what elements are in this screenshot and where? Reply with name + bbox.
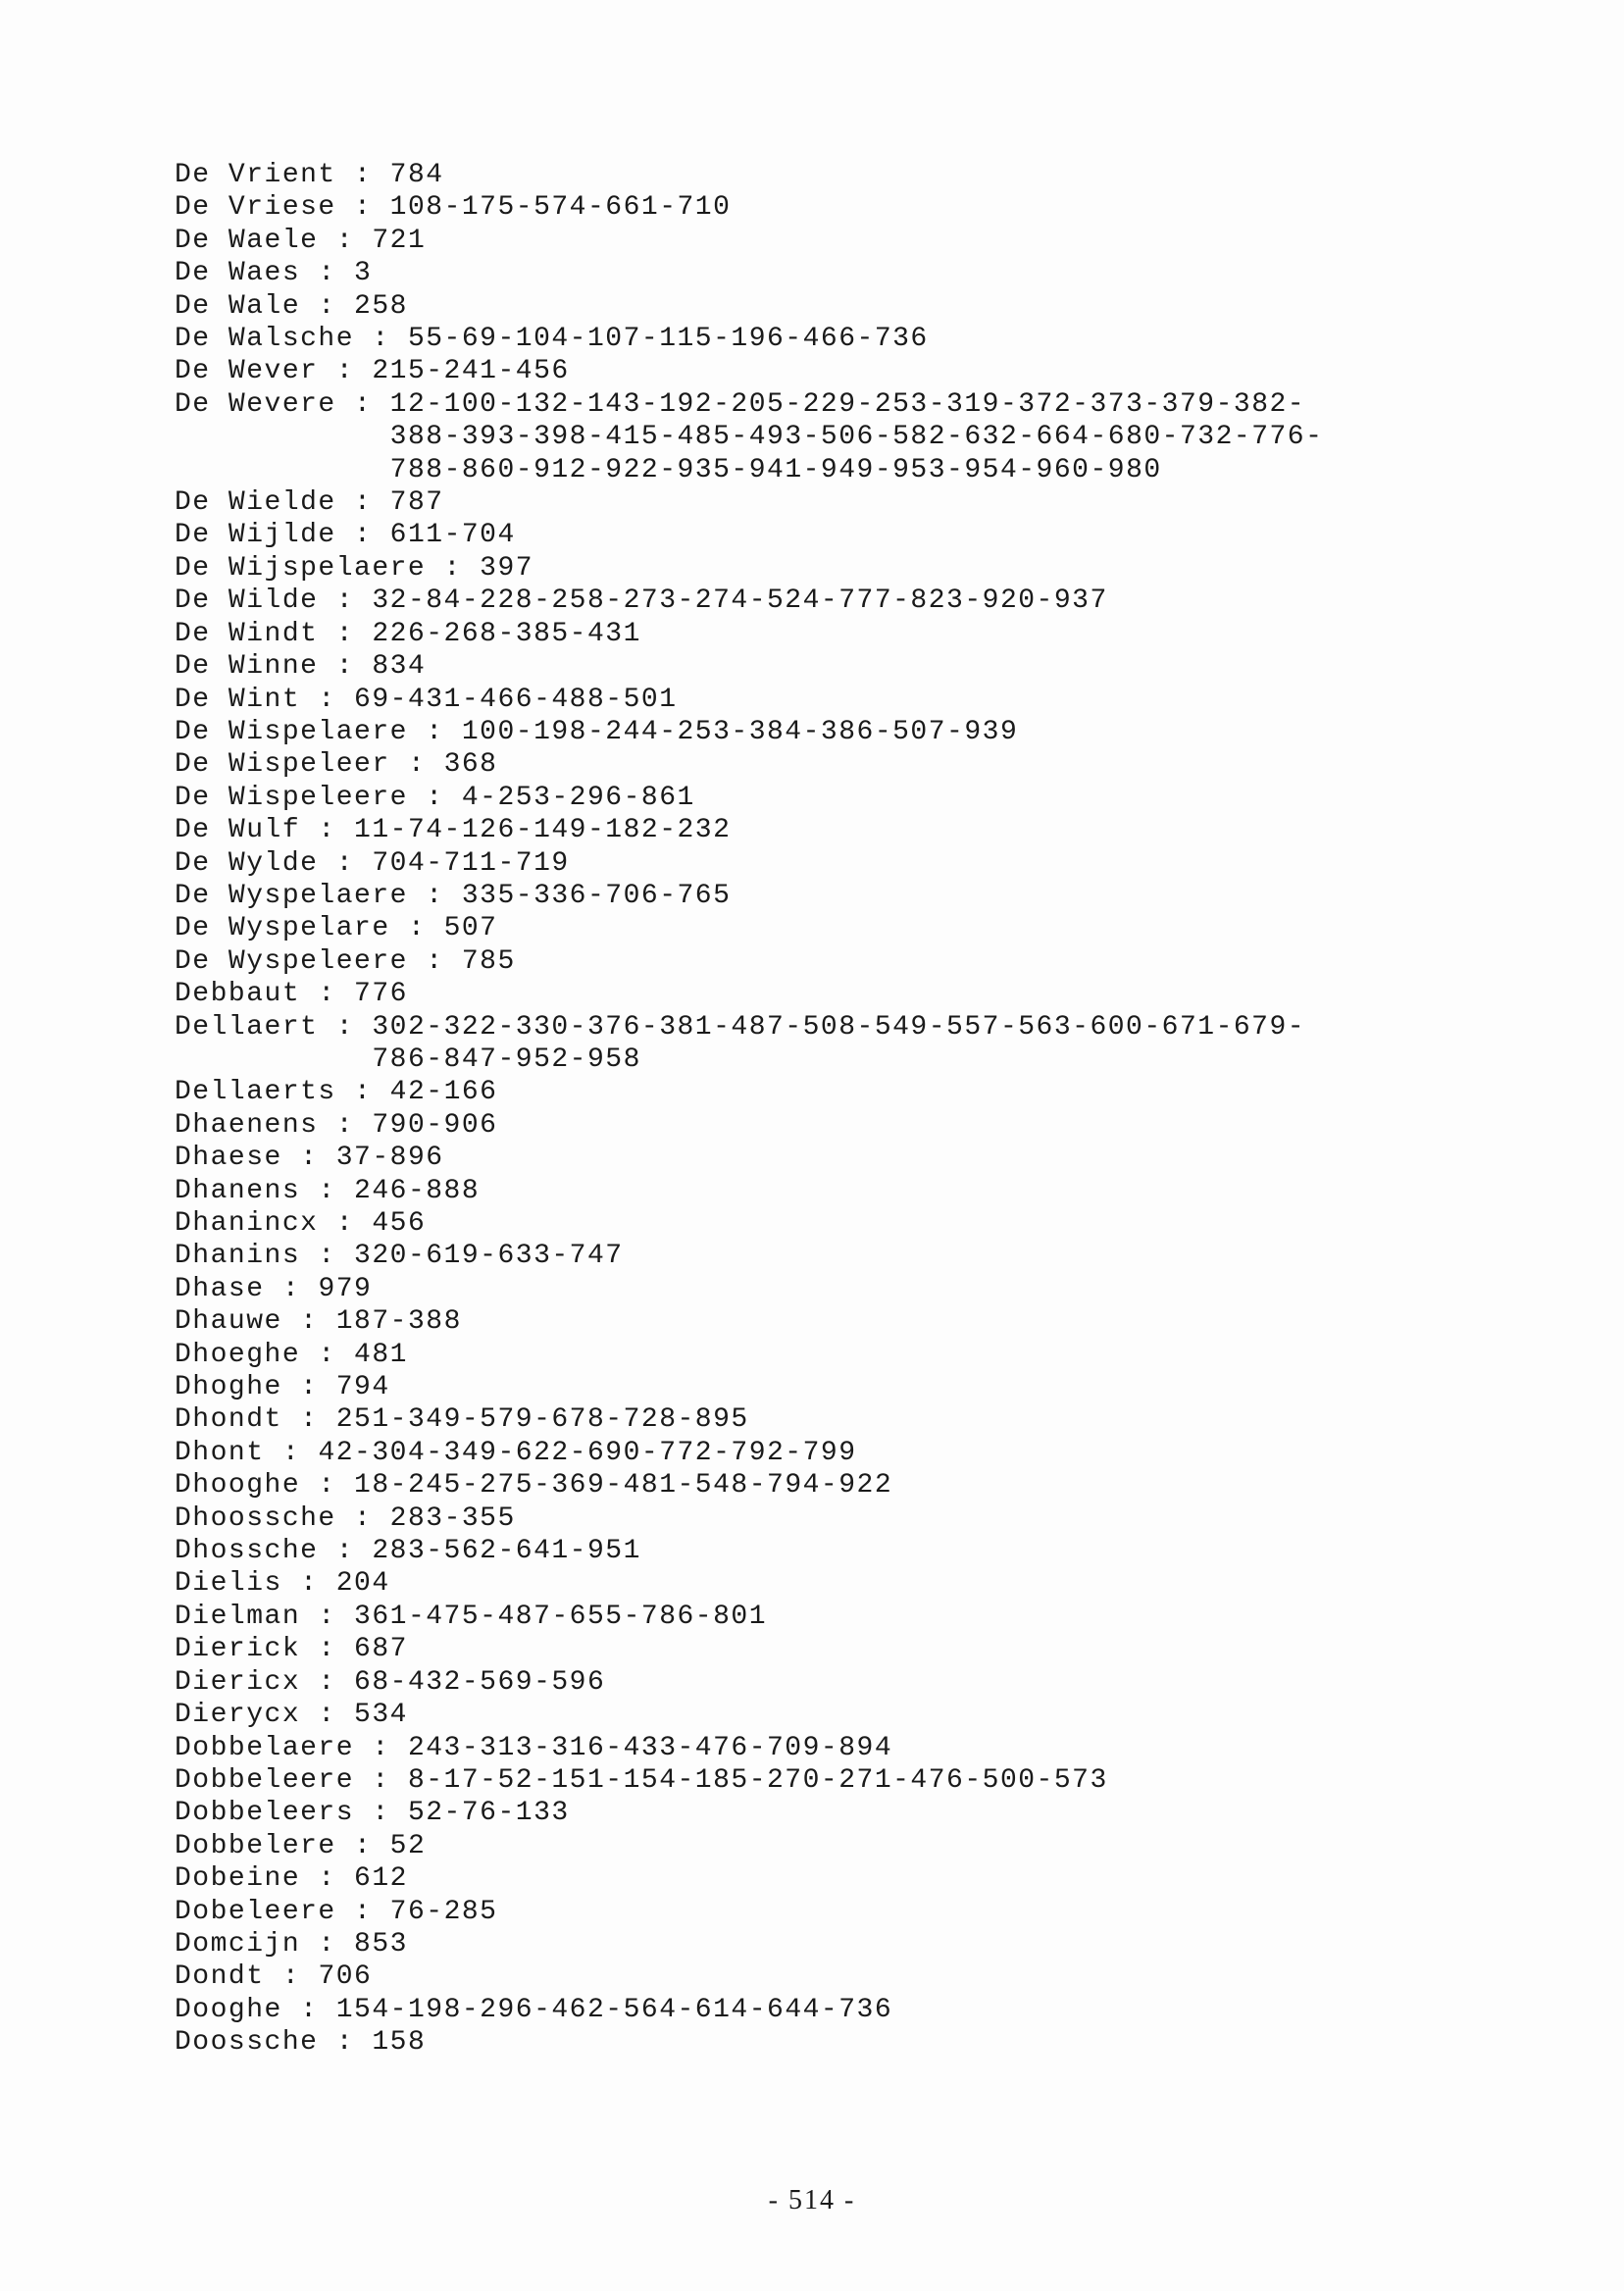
index-entry [175,1109,1449,1142]
entry-separator: : [335,487,390,519]
entry-page-refs [354,1666,605,1699]
index-entry [175,1403,1449,1436]
index-entry [175,1830,1449,1862]
entry-surname: Dhondt [175,1404,282,1436]
entry-surname: Dobeleere [175,1896,336,1927]
index-entry [175,1633,1449,1665]
entry-surname: De Wylde [175,847,319,879]
entry-separator: : [335,160,390,190]
entry-surname: De Wyspelaere [175,880,408,911]
page-refs-line: 388-393-398-415-485-493-506-582-632-664-680-732-776- [389,422,1324,453]
entry-separator: : [300,1666,355,1698]
entry-page-refs [318,1437,856,1469]
entry-separator: : [300,684,355,715]
page-refs-line: 787 [389,487,444,519]
page-refs-line: 788-860-912-922-935-941-949-953-954-960-980 [389,454,1162,485]
entry-separator: : [300,290,355,322]
page-refs-line: 335-336-706-765 [461,880,732,911]
page-refs-line: 187-388 [335,1306,462,1338]
entry-surname: De Wispeleer [175,749,390,781]
entry-surname: Dhanens [175,1175,301,1206]
index-entry [175,1305,1449,1338]
entry-separator: : [300,1175,355,1206]
entry-separator: : [389,749,444,781]
entry-separator: : [300,1241,355,1272]
entry-separator: : [318,651,373,683]
index-entry [175,912,1449,944]
entry-surname: Dierick [175,1634,301,1665]
entry-separator: : [300,1700,355,1731]
entry-surname: Dellaerts [175,1077,336,1108]
page-refs-line: 481 [354,1339,408,1370]
page-refs-line: 706 [318,1961,373,1993]
page-refs-line: 456 [372,1208,427,1239]
index-entry [175,1437,1449,1469]
index-entry [175,1339,1449,1371]
entry-separator: : [318,225,373,256]
entry-separator: : [300,1339,355,1370]
entry-surname: Dielman [175,1601,301,1632]
entry-surname: De Wijspelaere [175,552,427,584]
index-entry [175,1371,1449,1403]
entry-surname: Diericx [175,1666,301,1698]
entry-surname: Dobbelaere [175,1732,355,1763]
page-refs-line: 32-84-228-258-273-274-524-777-823-920-937 [372,585,1108,617]
index-entry [175,2026,1449,2059]
entry-separator: : [335,520,390,551]
page-refs-line: 246-888 [354,1175,481,1206]
entry-page-refs [336,1305,462,1338]
entry-surname: Dondt [175,1961,265,1993]
entry-surname: De Vrient [175,160,336,190]
entry-page-refs [354,684,677,716]
entry-surname: Doossche [175,2027,319,2059]
entry-surname: Dhase [175,1273,265,1304]
page-refs-line: 69-431-466-488-501 [354,684,678,715]
page-refs-line: 100-198-244-253-384-386-507-939 [461,716,1019,747]
page-refs-line: 776 [354,979,408,1010]
page-refs-line: 979 [318,1273,373,1304]
index-entry [175,1732,1449,1764]
index-entry [175,388,1449,486]
index-entry [175,1666,1449,1699]
entry-page-refs [372,225,426,257]
entry-page-refs [372,1207,426,1240]
entry-surname: Dhanins [175,1241,301,1272]
entry-page-refs [390,1502,516,1535]
entry-page-refs [354,1469,892,1502]
entry-page-refs [372,1109,497,1142]
page-refs-line: 368 [443,749,498,781]
page-refs-line: 8-17-52-151-154-185-270-271-476-500-573 [407,1764,1108,1796]
entry-separator: : [300,1634,355,1665]
page-refs-line: 12-100-132-143-192-205-229-253-319-372-373-379-382- [389,388,1306,420]
entry-page-refs [372,618,641,650]
page-refs-line: 3 [354,258,373,289]
page-refs-line: 611-704 [389,520,516,551]
page-refs-line: 320-619-633-747 [354,1241,624,1272]
entry-separator: : [281,1404,336,1436]
index-entry [175,323,1449,355]
index-entry [175,1142,1449,1174]
entry-page-refs [462,945,516,978]
entry-surname: Dellaert [175,1011,319,1043]
entry-page-refs [354,1928,408,1960]
entry-page-refs [354,257,372,289]
index-entry [175,650,1449,683]
page-refs-line: 42-166 [389,1077,498,1108]
page-refs-line: 507 [443,913,498,944]
page-refs-line: 721 [372,225,427,256]
page-refs-line: 11-74-126-149-182-232 [354,815,732,846]
entry-surname: De Windt [175,618,319,649]
page-number: - 514 - [768,2185,856,2215]
entry-page-refs [390,1830,427,1862]
index-entry [175,847,1449,880]
entry-surname: De Winne [175,651,319,683]
entry-page-refs [390,1896,498,1928]
entry-separator: : [335,388,390,420]
index-entry [175,1928,1449,1960]
index-entry [175,1240,1449,1272]
entry-separator: : [318,847,373,879]
index-entry [175,748,1449,781]
page-refs-line: 361-475-487-655-786-801 [354,1601,768,1632]
entry-page-refs [354,978,408,1010]
page-refs-line: 42-304-349-622-690-772-792-799 [318,1437,857,1468]
entry-surname: Dobbelere [175,1830,336,1861]
entry-page-refs [336,1403,749,1436]
entry-separator: : [318,585,373,617]
entry-separator: : [318,618,373,649]
entry-surname: De Waele [175,225,319,256]
entry-separator: : [335,192,390,224]
entry-surname: De Wyspeleere [175,945,408,977]
entry-surname: De Wispelaere [175,716,408,747]
index-entry [175,552,1449,585]
entry-separator: : [335,1896,390,1927]
index-entry [175,880,1449,912]
entry-page-refs [336,1371,390,1403]
entry-separator: : [300,1601,355,1632]
index-entry [175,1273,1449,1305]
entry-separator: : [426,552,481,584]
entry-page-refs [354,814,731,846]
entry-surname: Dhaese [175,1143,282,1174]
page-refs-line: 108-175-574-661-710 [389,192,732,224]
index-entry [175,814,1449,846]
entry-separator: : [354,324,408,355]
index-entry [175,519,1449,551]
entry-page-refs [390,519,516,551]
entry-page-refs [372,1011,1305,1077]
page-refs-line: 154-198-296-462-564-614-644-736 [335,1994,893,2025]
entry-surname: Dhauwe [175,1306,282,1338]
index-entry [175,191,1449,224]
page-refs-line: 790-906 [372,1109,498,1141]
entry-separator: : [318,2027,373,2059]
index-entry [175,1567,1449,1600]
entry-surname: Dooghe [175,1994,282,2025]
entry-surname: De Wilde [175,585,319,617]
entry-page-refs [372,355,569,387]
entry-page-refs [372,2026,426,2059]
entry-page-refs [390,388,1324,486]
index-entry [175,618,1449,650]
page-refs-line: 158 [372,2027,427,2059]
entry-page-refs [336,1994,892,2026]
index-entry [175,585,1449,617]
entry-page-refs [354,1601,767,1633]
entry-page-refs [462,880,732,912]
entry-page-refs [318,1273,372,1305]
entry-separator: : [318,1109,373,1141]
index-entry [175,1469,1449,1502]
entry-surname: De Wulf [175,815,301,846]
entry-surname: De Walsche [175,324,355,355]
entry-separator: : [281,1568,336,1600]
entry-page-refs [336,1142,444,1174]
entry-surname: De Waes [175,258,301,289]
entry-page-refs [408,323,929,355]
entry-separator: : [300,815,355,846]
entry-surname: De Wispeleere [175,782,408,813]
entry-surname: De Wielde [175,487,336,519]
entry-separator: : [354,1798,408,1829]
entry-surname: De Wevere [175,388,336,420]
entry-page-refs [354,1175,480,1207]
index-entry [175,1960,1449,1993]
index-entry [175,1862,1449,1895]
entry-surname: Dobbeleere [175,1764,355,1796]
index-entry [175,355,1449,387]
entry-surname: De Wale [175,290,301,322]
entry-page-refs [390,1076,498,1108]
entry-surname: Dhont [175,1437,265,1468]
entry-page-refs [354,1862,408,1895]
entry-surname: De Wijlde [175,520,336,551]
entry-separator: : [335,1830,390,1861]
entry-surname: De Wint [175,684,301,715]
page-refs-line: 258 [354,290,408,322]
entry-separator: : [354,1764,408,1796]
entry-separator: : [264,1273,319,1304]
entry-page-refs [372,847,569,880]
entry-surname: Domcijn [175,1928,301,1960]
entry-surname: Dobbeleers [175,1798,355,1829]
entry-page-refs [444,912,498,944]
page-refs-line: 786-847-952-958 [372,1044,641,1075]
entry-separator: : [300,258,355,289]
entry-separator: : [407,880,462,911]
entry-page-refs [336,1567,390,1600]
entry-surname: Dhoghe [175,1372,282,1403]
entry-surname: Dhaenens [175,1109,319,1141]
entry-separator: : [354,1732,408,1763]
entry-page-refs [444,748,498,781]
page-refs-line: 55-69-104-107-115-196-466-736 [407,324,929,355]
page-refs-line: 283-355 [389,1502,516,1534]
entry-separator: : [281,1994,336,2025]
index-entry [175,486,1449,519]
entry-surname: De Wyspelare [175,913,390,944]
entry-page-refs [462,782,695,814]
index-entry [175,1994,1449,2026]
entry-surname: Dhoossche [175,1502,336,1534]
name-index-list [175,159,1449,2060]
entry-surname: De Wever [175,356,319,387]
page-refs-line: 18-245-275-369-481-548-794-922 [354,1470,893,1502]
index-entry [175,684,1449,716]
entry-surname: Dhossche [175,1536,319,1567]
entry-separator: : [318,1536,373,1567]
page-refs-line: 283-562-641-951 [372,1536,641,1567]
entry-surname: Dhoeghe [175,1339,301,1370]
entry-page-refs [480,552,533,585]
entry-separator: : [300,1470,355,1502]
index-entry [175,1175,1449,1207]
entry-page-refs [354,1240,624,1272]
entry-page-refs [354,1699,408,1731]
index-entry [175,159,1449,191]
index-entry [175,1699,1449,1731]
page-refs-line: 534 [354,1700,408,1731]
index-entry [175,978,1449,1010]
page-refs-line: 397 [480,552,534,584]
entry-separator: : [318,356,373,387]
index-entry [175,225,1449,257]
entry-separator: : [300,1928,355,1960]
page-refs-line: 52-76-133 [407,1798,570,1829]
entry-page-refs [318,1960,372,1993]
index-entry [175,1011,1449,1077]
index-entry [175,1207,1449,1240]
entry-surname: Dielis [175,1568,282,1600]
entry-separator: : [407,716,462,747]
page-refs-line: 251-349-579-678-728-895 [335,1404,749,1436]
entry-page-refs [354,1339,408,1371]
entry-separator: : [335,1077,390,1108]
page-refs-line: 52 [389,1830,427,1861]
entry-surname: Dierycx [175,1700,301,1731]
entry-page-refs [408,1797,570,1829]
entry-separator: : [281,1143,336,1174]
index-entry [175,716,1449,748]
entry-separator: : [300,979,355,1010]
page-refs-line: 794 [335,1372,390,1403]
page-refs-line: 37-896 [335,1143,444,1174]
page-refs-line: 76-285 [389,1896,498,1927]
entry-separator: : [300,1863,355,1895]
entry-separator: : [335,1502,390,1534]
index-entry [175,1764,1449,1797]
index-entry [175,1076,1449,1108]
entry-page-refs [372,585,1107,617]
index-entry [175,257,1449,289]
entry-separator: : [318,1011,373,1043]
entry-page-refs [390,191,732,224]
entry-page-refs [462,716,1018,748]
entry-page-refs [354,1633,408,1665]
page-refs-line: 704-711-719 [372,847,570,879]
entry-page-refs [408,1764,1108,1797]
page-refs-line: 784 [389,160,444,190]
page-refs-line: 204 [335,1568,390,1600]
index-entry [175,1896,1449,1928]
entry-page-refs [390,159,444,191]
page-refs-line: 853 [354,1928,408,1960]
entry-separator: : [281,1306,336,1338]
entry-page-refs [408,1732,892,1764]
page-refs-line: 4-253-296-861 [461,782,695,813]
entry-separator: : [407,945,462,977]
index-entry [175,1601,1449,1633]
entry-page-refs [372,1535,641,1567]
entry-surname: Dhanincx [175,1208,319,1239]
entry-surname: Dobeine [175,1863,301,1895]
entry-separator: : [264,1437,319,1468]
entry-separator: : [264,1961,319,1993]
page-refs-line: 687 [354,1634,408,1665]
index-entry [175,945,1449,978]
entry-surname: De Vriese [175,192,336,224]
entry-separator: : [281,1372,336,1403]
entry-page-refs [372,650,426,683]
page-refs-line: 68-432-569-596 [354,1666,606,1698]
page-refs-line: 215-241-456 [372,356,570,387]
entry-page-refs [354,290,408,323]
page-refs-line: 785 [461,945,516,977]
page-refs-line: 834 [372,651,427,683]
index-entry [175,1502,1449,1535]
index-entry [175,290,1449,323]
entry-surname: Debbaut [175,979,301,1010]
page-refs-line: 612 [354,1863,408,1895]
index-entry [175,1797,1449,1829]
page-refs-line: 302-322-330-376-381-487-508-549-557-563-600-671-679- [372,1011,1306,1043]
entry-page-refs [390,486,444,519]
page-refs-line: 243-313-316-433-476-709-894 [407,1732,893,1763]
index-entry [175,1535,1449,1567]
entry-separator: : [318,1208,373,1239]
page-refs-line: 226-268-385-431 [372,618,641,649]
entry-separator: : [407,782,462,813]
entry-surname: Dhooghe [175,1470,301,1502]
entry-separator: : [389,913,444,944]
index-entry [175,782,1449,814]
